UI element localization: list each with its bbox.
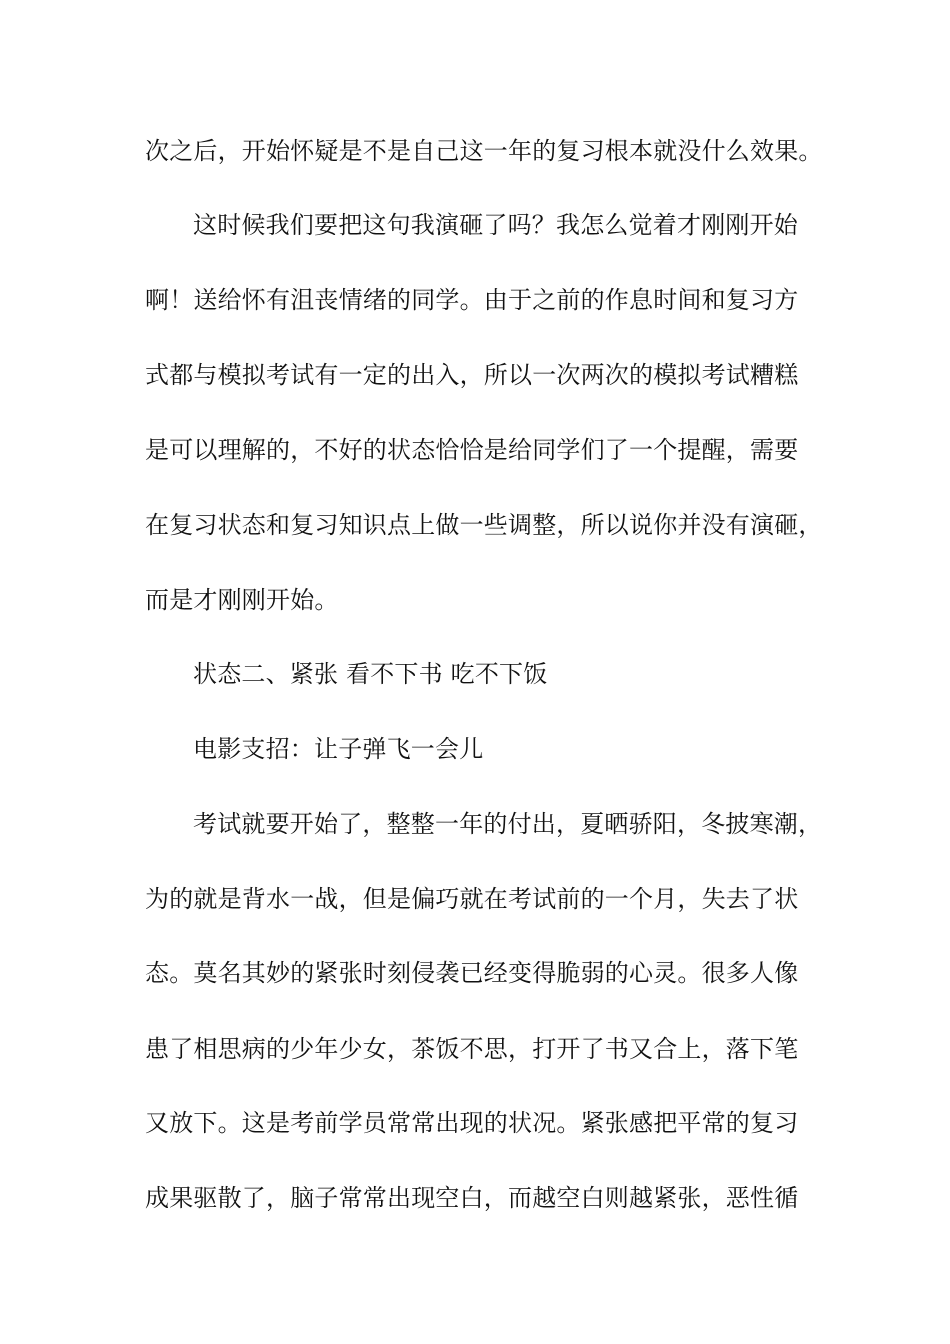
- text-line: 这时候我们要把这句我演砸了吗？我怎么觉着才刚刚开始: [193, 211, 798, 239]
- text-line: 次之后，开始怀疑是不是自己这一年的复习根本就没什么效果。: [145, 137, 823, 165]
- text-line: 成果驱散了，脑子常常出现空白，而越空白则越紧张，恶性循: [145, 1184, 799, 1212]
- text-line: 啊！送给怀有沮丧情绪的同学。由于之前的作息时间和复习方: [145, 286, 799, 314]
- text-line: 患了相思病的少年少女，茶饭不思，打开了书又合上，落下笔: [145, 1035, 799, 1063]
- text-line: 又放下。这是考前学员常常出现的状况。紧张感把平常的复习: [145, 1109, 799, 1137]
- text-line: 是可以理解的，不好的状态恰恰是给同学们了一个提醒，需要: [145, 436, 799, 464]
- text-line: 为的就是背水一战，但是偏巧就在考试前的一个月，失去了状: [145, 885, 799, 913]
- text-line: 考试就要开始了，整整一年的付出，夏晒骄阳，冬披寒潮，: [193, 810, 823, 838]
- text-line: 态。莫名其妙的紧张时刻侵袭已经变得脆弱的心灵。很多人像: [145, 959, 799, 987]
- text-line: 而是才刚刚开始。: [145, 586, 339, 614]
- text-line: 在复习状态和复习知识点上做一些调整，所以说你并没有演砸，: [145, 511, 823, 539]
- section-subheading: 电影支招：让子弹飞一会儿: [193, 735, 484, 763]
- text-line: 式都与模拟考试有一定的出入，所以一次两次的模拟考试糟糕: [145, 361, 799, 389]
- section-heading: 状态二、紧张 看不下书 吃不下饭: [193, 660, 548, 688]
